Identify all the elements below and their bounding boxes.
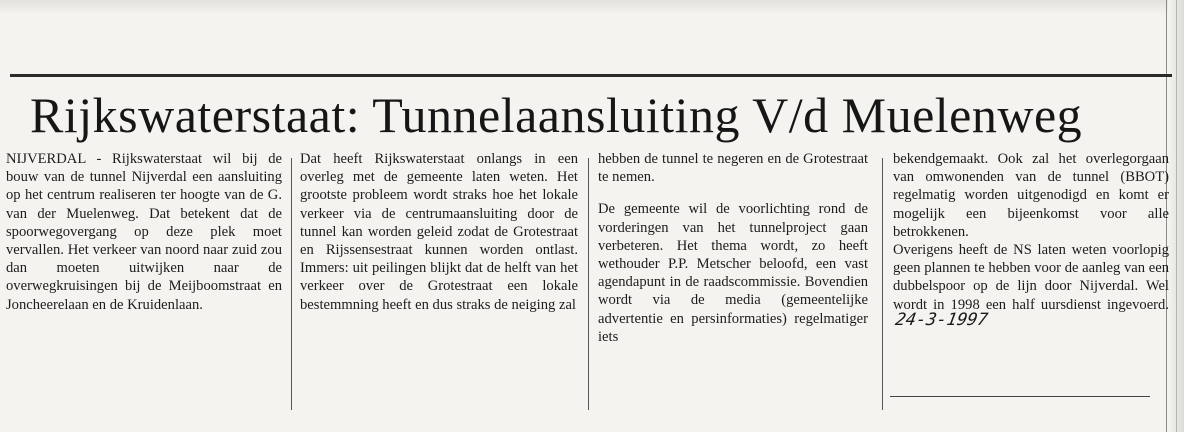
signature-underline [890, 396, 1150, 397]
article-column-4 [893, 150, 1169, 333]
article-column-1 [6, 150, 282, 314]
column-divider [291, 158, 292, 410]
scan-edge-top [0, 0, 1184, 14]
paragraph: De gemeente wil de voorlichting rond de vorderingen van het tunnelproject gaan verbeteren. Het thema wordt, zo heeft wethouder P.P. Metscher beloofd, een vast agendapunt in de raadscommissie. Bovendien wordt via de media (gemeentelijke advertentie en persinformaties) regelmatiger iets [598, 201, 868, 345]
handwritten-date: 24-3-1997 [893, 309, 990, 330]
paragraph [893, 241, 1169, 333]
scan-border-line-2 [1176, 0, 1177, 432]
article-column-3 [598, 150, 868, 346]
column-divider [882, 158, 883, 410]
header-rule [10, 74, 1172, 77]
paragraph: hebben de tunnel te negeren en de Grotestraat te nemen. [598, 151, 868, 186]
paragraph-text: Overigens heeft de NS laten weten voorlopig geen plannen te hebben voor de aanleg van een dubbelspoor op de lijn door Nijverdal. Wel wordt in 1998 een half uursdienst ingevoerd. [893, 242, 1169, 313]
article-column-2 [300, 150, 578, 314]
column-divider [588, 158, 589, 410]
paragraph: bekendgemaakt. Ook zal het overlegorgaan van omwonenden van de tunnel (BBOT) regelmatig worden uitgenodigd en komt er mogelijk een bijeenkomst voor alle betrokkenen. [893, 151, 1169, 240]
paragraph: NIJVERDAL - Rijkswaterstaat wil bij de bouw van de tunnel Nijverdal een aansluiting op het centrum realiseren ter hoogte van de G. van der Muelenweg. Dat betekent dat de spoorwegovergang op deze plek moet vervallen. Het verkeer van noord naar zuid zou dan moeten uitwijken naar de overwegkruisingen bij de Meijboomstraat en Joncheerelaan en de Kruidenlaan. [6, 151, 282, 313]
paragraph: Dat heeft Rijkswaterstaat onlangs in een overleg met de gemeente laten weten. Het grootste probleem wordt straks hoe het lokale verkeer via de centrumaansluiting door de tunnel kan worden geleid zodat de Grotestraat en Rijssensestraat kunnen worden ontlast. Immers: uit peilingen blijkt dat de helft van het verkeer over de Grotestraat een lokale bestemmning heeft en dus straks de neiging zal [300, 151, 578, 313]
article-headline: Rijkswaterstaat: Tunnelaansluiting V/d Muelenweg [30, 87, 1083, 143]
